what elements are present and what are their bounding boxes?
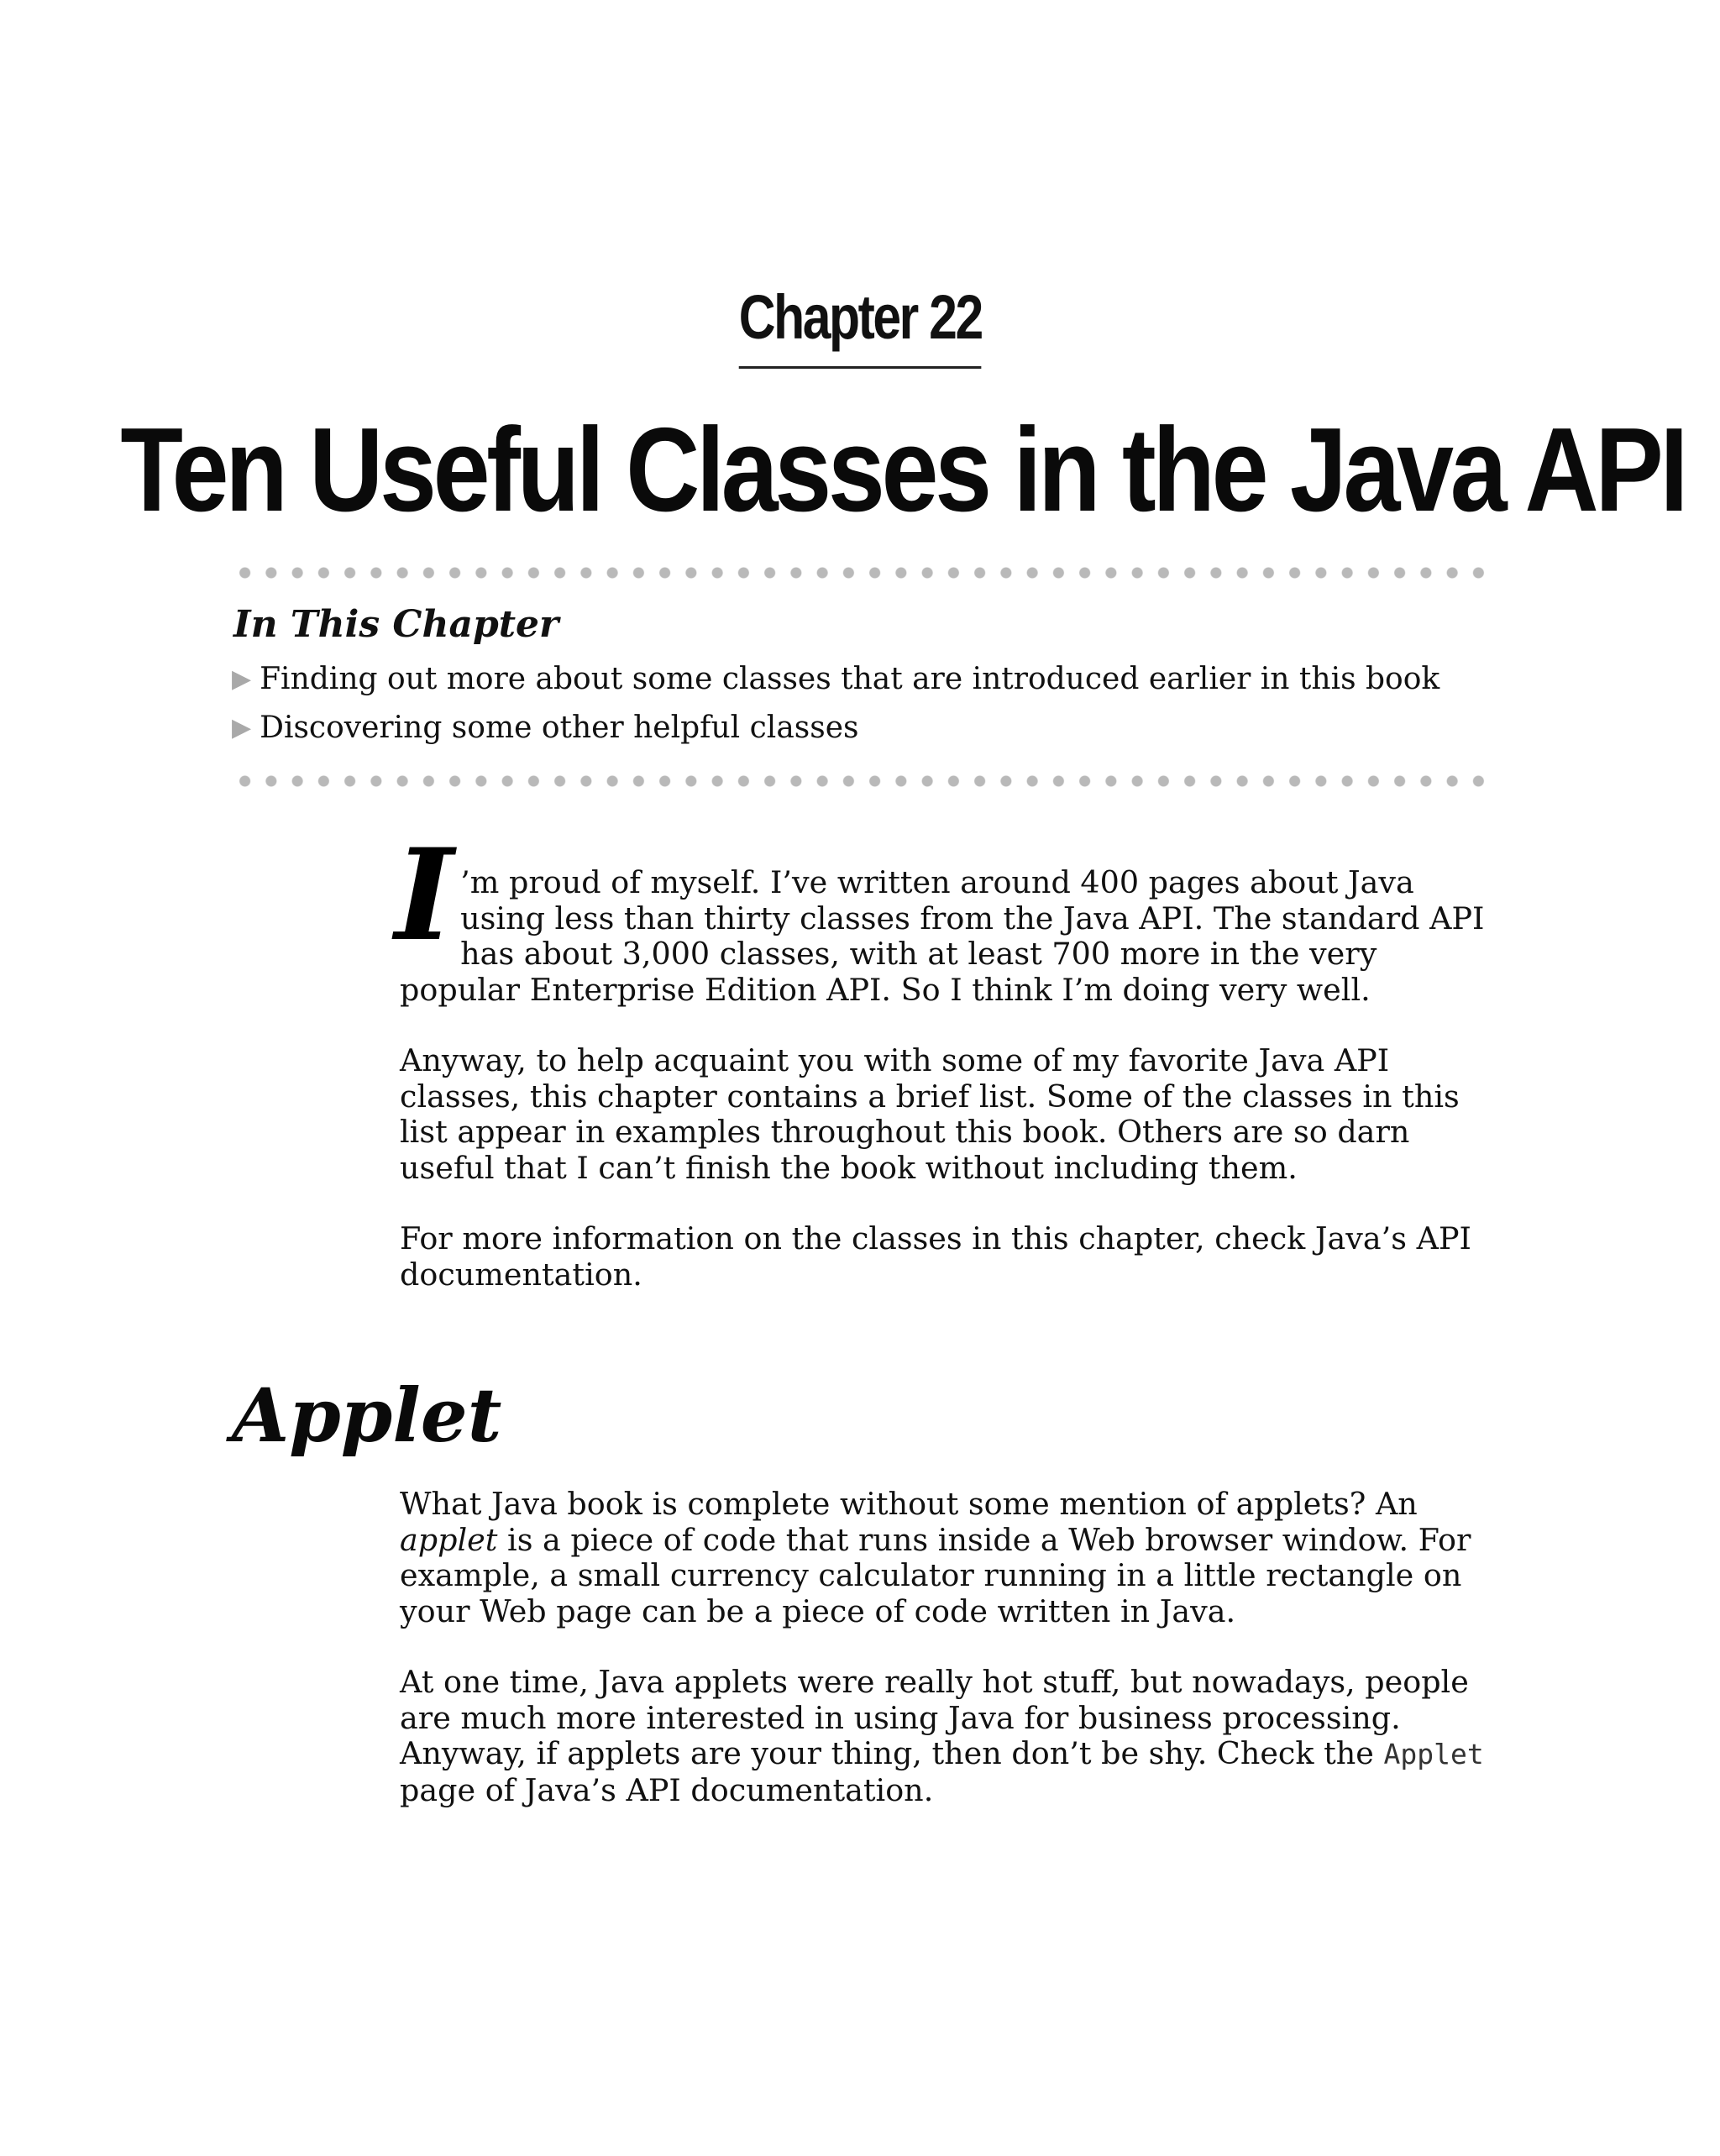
triangle-bullet-icon: ▶ [232, 664, 252, 694]
chapter-topics-list [232, 655, 1439, 753]
intro-paragraph-1-text: ’m proud of myself. I’ve written around 400 pages about Java using less than thirty classes from the Java API. The standard API has about 3,000 classes, with at least 700 more in the very popular Enterprise Edition API. So I think I’m doing very well. [400, 864, 1485, 1008]
intro-paragraph-1 [395, 821, 1492, 1008]
triangle-bullet-icon: ▶ [232, 713, 252, 742]
drop-cap: I [395, 821, 454, 969]
text-run: page of Java’s API documentation. [400, 1771, 934, 1808]
applet-paragraph-2 [400, 1665, 1492, 1808]
list-item [232, 704, 1439, 753]
dotted-divider-bottom [232, 775, 1492, 787]
intro-text [395, 821, 1492, 1328]
list-item [232, 655, 1439, 704]
chapter-label [0, 277, 1720, 369]
text-run: is a piece of code that runs inside a Web browser window. For example, a small currency calculator running in a little rectangle on your Web page can be a piece of code written in Java. [400, 1521, 1471, 1629]
list-item-text: Finding out more about some classes that are introduced earlier in this book [260, 662, 1440, 696]
chapter-number: Chapter 22 [738, 277, 981, 369]
term-applet: applet [400, 1521, 498, 1558]
list-item-text: Discovering some other helpful classes [260, 711, 859, 745]
applet-paragraph-1 [400, 1487, 1492, 1629]
code-applet: Applet [1383, 1738, 1484, 1770]
dotted-divider-top [232, 567, 1492, 579]
section-heading-applet: Applet [232, 1372, 502, 1459]
text-run: What Java book is complete without some mention of applets? An [400, 1486, 1418, 1522]
intro-paragraph-3: For more information on the classes in this chapter, check Java’s API documentation. [400, 1220, 1471, 1293]
applet-section-text [400, 1487, 1492, 1844]
intro-paragraph-2: Anyway, to help acquaint you with some of my favorite Java API classes, this chapter contains a brief list. Some of the classes in this list appear in examples throughout this book. Others are so darn useful that I can’t finish the book without including them. [400, 1042, 1460, 1186]
text-run: At one time, Java applets were really hot stuff, but nowadays, people are much more interested in using Java for business processing. Anyway, if applets are your thing, then don’t be shy. Check the [400, 1664, 1469, 1771]
in-this-chapter-heading: In This Chapter [233, 603, 559, 646]
chapter-title: Ten Useful Classes in the Java API [120, 403, 1686, 537]
